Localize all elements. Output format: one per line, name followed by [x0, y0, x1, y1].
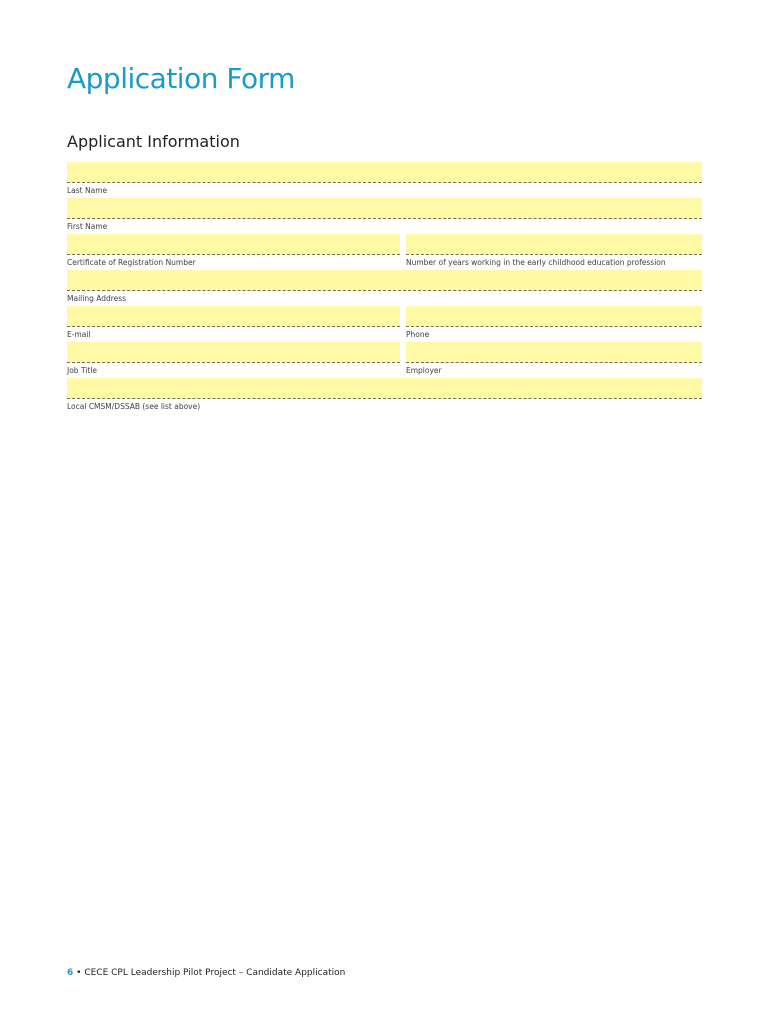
local-cmsm-label: Local CMSM/DSSAB (see list above): [67, 402, 201, 411]
registration-number-label: Certificate of Registration Number: [67, 258, 196, 267]
employer-field-group: [406, 342, 702, 378]
years-working-field-group: [406, 234, 702, 270]
email-label: E-mail: [67, 330, 91, 339]
form-row-employment: [67, 342, 702, 378]
form-row-first-name: [67, 198, 702, 234]
form-row-local-cmsm: [67, 378, 702, 414]
years-working-input[interactable]: [406, 234, 702, 255]
last-name-label: Last Name: [67, 186, 108, 195]
page-footer: [67, 968, 345, 978]
footer-bullet: •: [76, 968, 82, 978]
page-number: 6: [67, 968, 74, 978]
page-title: Application Form: [67, 62, 295, 95]
phone-input[interactable]: [406, 306, 702, 327]
phone-label: Phone: [406, 330, 430, 339]
applicant-information-form: [67, 162, 702, 414]
first-name-label: First Name: [67, 222, 108, 231]
job-title-input[interactable]: [67, 342, 400, 363]
email-field-group: [67, 306, 400, 342]
first-name-input[interactable]: [67, 198, 702, 219]
local-cmsm-field-group: [67, 378, 702, 414]
registration-number-field-group: [67, 234, 400, 270]
registration-number-input[interactable]: [67, 234, 400, 255]
last-name-input[interactable]: [67, 162, 702, 183]
employer-label: Employer: [406, 366, 442, 375]
first-name-field-group: [67, 198, 702, 234]
local-cmsm-input[interactable]: [67, 378, 702, 399]
form-row-last-name: [67, 162, 702, 198]
form-row-contact: [67, 306, 702, 342]
form-row-registration: [67, 234, 702, 270]
last-name-field-group: [67, 162, 702, 198]
job-title-label: Job Title: [67, 366, 98, 375]
employer-input[interactable]: [406, 342, 702, 363]
section-heading-applicant-information: Applicant Information: [67, 132, 240, 151]
mailing-address-field-group: [67, 270, 702, 306]
email-input[interactable]: [67, 306, 400, 327]
footer-text: CECE CPL Leadership Pilot Project – Candidate Application: [84, 968, 346, 978]
mailing-address-input[interactable]: [67, 270, 702, 291]
phone-field-group: [406, 306, 702, 342]
mailing-address-label: Mailing Address: [67, 294, 127, 303]
job-title-field-group: [67, 342, 400, 378]
years-working-label: Number of years working in the early childhood education profession: [406, 258, 666, 267]
form-row-mailing-address: [67, 270, 702, 306]
